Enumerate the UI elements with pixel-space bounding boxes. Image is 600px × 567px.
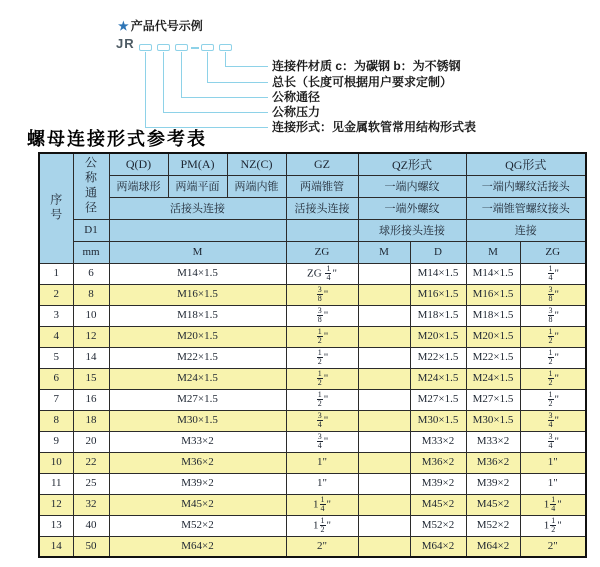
- header-dn: 公称通径: [73, 153, 109, 219]
- cell-qz-m: [358, 368, 410, 389]
- table-body: [39, 263, 586, 557]
- cell-qg-zg: 1": [520, 452, 586, 473]
- cell-qg-m: M20×1.5: [466, 326, 520, 347]
- header-conn-gz: 活接头连接: [286, 197, 358, 219]
- cell-m: M45×2: [109, 494, 286, 515]
- table-row: [39, 536, 586, 557]
- cell-seq: 4: [39, 326, 73, 347]
- cell-seq: 13: [39, 515, 73, 536]
- header-group-nzc: NZ(C): [227, 153, 286, 175]
- cell-zg: $\frac{3}{4}$ ": [286, 431, 358, 452]
- cell-qg-zg: $\frac{1}{2}$ ": [520, 368, 586, 389]
- fraction: $\frac{1}{2}$: [317, 347, 322, 366]
- cell-dn: 8: [73, 284, 109, 305]
- table-title: 螺母连接形式参考表: [27, 129, 207, 149]
- cell-qz-m: [358, 452, 410, 473]
- table-row: [39, 515, 586, 536]
- table-row: [39, 431, 586, 452]
- cell-qz-m: [358, 515, 410, 536]
- diagram-heading-text: 产品代号示例: [130, 19, 203, 33]
- fraction: $\frac{1}{2}$: [317, 326, 322, 345]
- cell-dn: 15: [73, 368, 109, 389]
- cell-seq: 1: [39, 263, 73, 284]
- cell-zg: $\frac{3}{8}$ ": [286, 284, 358, 305]
- connector-line: [181, 97, 268, 98]
- cell-qz-m: [358, 389, 410, 410]
- nut-connection-table: [38, 152, 587, 558]
- header-conn-qz: 一端外螺纹: [358, 197, 466, 219]
- connector-line: [181, 52, 182, 97]
- cell-qz-m: [358, 473, 410, 494]
- cell-qz-d: M27×1.5: [410, 389, 466, 410]
- cell-qz-d: M36×2: [410, 452, 466, 473]
- cell-dn: 16: [73, 389, 109, 410]
- cell-seq: 9: [39, 431, 73, 452]
- header-end-qd: 两端球形: [109, 175, 168, 197]
- code-box-5: [219, 44, 232, 51]
- cell-qg-zg: $\frac{3}{4}$ ": [520, 410, 586, 431]
- cell-zg: $\frac{3}{8}$ ": [286, 305, 358, 326]
- table-row: [39, 305, 586, 326]
- cell-qg-m: M14×1.5: [466, 263, 520, 284]
- cell-seq: 14: [39, 536, 73, 557]
- fraction: $\frac{3}{4}$: [317, 431, 322, 450]
- table-row: [39, 263, 586, 284]
- header-end-qz: 一端内螺纹: [358, 175, 466, 197]
- cell-qg-zg: $\frac{1}{2}$ ": [520, 389, 586, 410]
- header-end-nzc: 两端内锥: [227, 175, 286, 197]
- connector-line: [145, 52, 146, 127]
- header-conn-union: 活接头连接: [109, 197, 286, 219]
- connector-line: [207, 52, 208, 82]
- cell-qz-d: M33×2: [410, 431, 466, 452]
- cell-qz-d: M45×2: [410, 494, 466, 515]
- cell-seq: 8: [39, 410, 73, 431]
- cell-m: M52×2: [109, 515, 286, 536]
- fraction: $\frac{3}{4}$: [548, 410, 553, 429]
- label-connection-type: 连接形式：见金属软管常用结构形式表: [272, 120, 477, 134]
- code-box-1: [139, 44, 152, 51]
- cell-qg-zg: $\frac{1}{4}$ ": [520, 263, 586, 284]
- header-conn-qg: 一端锥管螺纹接头: [466, 197, 586, 219]
- cell-seq: 11: [39, 473, 73, 494]
- cell-qz-d: M24×1.5: [410, 368, 466, 389]
- cell-qg-m: M22×1.5: [466, 347, 520, 368]
- cell-qz-m: [358, 263, 410, 284]
- cell-qz-m: [358, 284, 410, 305]
- table-header: [39, 153, 586, 263]
- connector-line: [163, 112, 268, 113]
- cell-zg: 1 $\frac{1}{2}$ ": [286, 515, 358, 536]
- fraction: $\frac{1}{2}$: [548, 368, 553, 387]
- cell-m: M14×1.5: [109, 263, 286, 284]
- diagram-heading: [118, 17, 203, 34]
- fraction: $\frac{1}{4}$: [326, 263, 331, 282]
- fraction: $\frac{1}{2}$: [317, 368, 322, 387]
- cell-qg-m: M39×2: [466, 473, 520, 494]
- cell-dn: 20: [73, 431, 109, 452]
- cell-zg: $\frac{3}{4}$ ": [286, 410, 358, 431]
- cell-qz-d: M18×1.5: [410, 305, 466, 326]
- cell-qg-m: M52×2: [466, 515, 520, 536]
- connector-line: [163, 52, 164, 112]
- cell-qg-m: M27×1.5: [466, 389, 520, 410]
- header-empty-left: [109, 219, 286, 241]
- cell-seq: 6: [39, 368, 73, 389]
- header-group-qz: QZ形式: [358, 153, 466, 175]
- product-code-prefix: JR: [116, 36, 135, 51]
- cell-m: M64×2: [109, 536, 286, 557]
- label-nominal-pressure: 公称压力: [272, 105, 321, 119]
- fraction: $\frac{1}{2}$: [548, 347, 553, 366]
- header-end-qg: 一端内螺纹活接头: [466, 175, 586, 197]
- fraction: $\frac{1}{4}$: [548, 263, 553, 282]
- cell-dn: 25: [73, 473, 109, 494]
- star-icon: ★: [118, 19, 129, 33]
- code-box-2: [157, 44, 170, 51]
- cell-dn: 50: [73, 536, 109, 557]
- header-unit-zg1: ZG: [286, 241, 358, 263]
- code-box-4: [201, 44, 214, 51]
- cell-m: M22×1.5: [109, 347, 286, 368]
- cell-qg-m: M18×1.5: [466, 305, 520, 326]
- cell-qg-zg: $\frac{1}{2}$ ": [520, 347, 586, 368]
- cell-zg: $\frac{1}{2}$ ": [286, 368, 358, 389]
- fraction: $\frac{3}{8}$: [317, 284, 322, 303]
- header-empty-gz: [286, 219, 358, 241]
- cell-qg-m: M33×2: [466, 431, 520, 452]
- cell-qz-d: M22×1.5: [410, 347, 466, 368]
- cell-qg-zg: 1": [520, 473, 586, 494]
- cell-qz-m: [358, 536, 410, 557]
- cell-qg-zg: $\frac{3}{8}$ ": [520, 284, 586, 305]
- cell-seq: 12: [39, 494, 73, 515]
- header-end-pma: 两端平面: [168, 175, 227, 197]
- cell-m: M36×2: [109, 452, 286, 473]
- connector-line: [207, 82, 268, 83]
- header-unit-m1: M: [109, 241, 286, 263]
- table-row: [39, 494, 586, 515]
- cell-m: M39×2: [109, 473, 286, 494]
- code-box-3: [175, 44, 188, 51]
- cell-qz-d: M52×2: [410, 515, 466, 536]
- cell-zg: ZG $\frac{1}{4}$ ": [286, 263, 358, 284]
- cell-dn: 10: [73, 305, 109, 326]
- fraction: $\frac{1}{2}$: [551, 515, 556, 534]
- header-conn2-qz: 球形接头连接: [358, 219, 466, 241]
- cell-dn: 18: [73, 410, 109, 431]
- cell-m: M20×1.5: [109, 326, 286, 347]
- cell-qz-m: [358, 431, 410, 452]
- cell-qz-m: [358, 410, 410, 431]
- label-nominal-diameter: 公称通径: [272, 90, 321, 104]
- table-row: [39, 452, 586, 473]
- fraction: $\frac{1}{2}$: [548, 326, 553, 345]
- cell-zg: 1": [286, 452, 358, 473]
- cell-m: M27×1.5: [109, 389, 286, 410]
- header-mm: mm: [73, 241, 109, 263]
- cell-dn: 6: [73, 263, 109, 284]
- header-seq: 序号: [39, 153, 73, 263]
- table-row: [39, 284, 586, 305]
- connector-line: [225, 52, 226, 66]
- cell-zg: 2": [286, 536, 358, 557]
- fraction: $\frac{3}{4}$: [317, 410, 322, 429]
- connector-line: [225, 66, 268, 67]
- cell-qz-d: M64×2: [410, 536, 466, 557]
- cell-m: M30×1.5: [109, 410, 286, 431]
- fraction: $\frac{1}{2}$: [320, 515, 325, 534]
- cell-zg: $\frac{1}{2}$ ": [286, 326, 358, 347]
- cell-qz-d: M39×2: [410, 473, 466, 494]
- table-row: [39, 410, 586, 431]
- header-group-gz: GZ: [286, 153, 358, 175]
- cell-dn: 32: [73, 494, 109, 515]
- cell-qz-m: [358, 494, 410, 515]
- header-d1: D1: [73, 219, 109, 241]
- code-dash: [191, 47, 199, 49]
- header-end-gz: 两端锥管: [286, 175, 358, 197]
- cell-qg-m: M16×1.5: [466, 284, 520, 305]
- fraction: $\frac{3}{8}$: [317, 305, 322, 324]
- fraction: $\frac{3}{4}$: [548, 431, 553, 450]
- cell-qz-d: M30×1.5: [410, 410, 466, 431]
- cell-qg-zg: $\frac{3}{4}$ ": [520, 431, 586, 452]
- fraction: $\frac{1}{2}$: [317, 389, 322, 408]
- cell-m: M16×1.5: [109, 284, 286, 305]
- fraction: $\frac{1}{2}$: [548, 389, 553, 408]
- header-group-qd: Q(D): [109, 153, 168, 175]
- cell-qz-d: M14×1.5: [410, 263, 466, 284]
- header-unit-d: D: [410, 241, 466, 263]
- cell-qz-d: M20×1.5: [410, 326, 466, 347]
- cell-qz-m: [358, 326, 410, 347]
- cell-zg: $\frac{1}{2}$ ": [286, 389, 358, 410]
- cell-seq: 7: [39, 389, 73, 410]
- cell-qg-zg: $\frac{1}{2}$ ": [520, 326, 586, 347]
- fraction: $\frac{3}{8}$: [548, 305, 553, 324]
- fraction: $\frac{1}{4}$: [551, 494, 556, 513]
- cell-qz-m: [358, 347, 410, 368]
- cell-seq: 2: [39, 284, 73, 305]
- cell-m: M18×1.5: [109, 305, 286, 326]
- cell-seq: 3: [39, 305, 73, 326]
- cell-qg-zg: $\frac{3}{8}$ ": [520, 305, 586, 326]
- cell-dn: 40: [73, 515, 109, 536]
- cell-qg-zg: 1 $\frac{1}{4}$ ": [520, 494, 586, 515]
- cell-qg-zg: 2": [520, 536, 586, 557]
- header-group-qg: QG形式: [466, 153, 586, 175]
- cell-qg-zg: 1 $\frac{1}{2}$ ": [520, 515, 586, 536]
- cell-qz-d: M16×1.5: [410, 284, 466, 305]
- header-unit-zg2: ZG: [520, 241, 586, 263]
- table-row: [39, 473, 586, 494]
- cell-qg-m: M24×1.5: [466, 368, 520, 389]
- cell-zg: 1 $\frac{1}{4}$ ": [286, 494, 358, 515]
- table-row: [39, 326, 586, 347]
- cell-m: M24×1.5: [109, 368, 286, 389]
- cell-dn: 22: [73, 452, 109, 473]
- fraction: $\frac{1}{4}$: [320, 494, 325, 513]
- header-unit-m2: M: [358, 241, 410, 263]
- table-row: [39, 368, 586, 389]
- label-material: 连接件材质 c：为碳钢 b：为不锈钢: [272, 59, 461, 73]
- cell-zg: 1": [286, 473, 358, 494]
- label-total-length: 总长（长度可根据用户要求定制）: [272, 75, 453, 89]
- cell-dn: 12: [73, 326, 109, 347]
- table-row: [39, 347, 586, 368]
- header-conn2-qg: 连接: [466, 219, 586, 241]
- header-group-pma: PM(A): [168, 153, 227, 175]
- cell-m: M33×2: [109, 431, 286, 452]
- cell-qg-m: M64×2: [466, 536, 520, 557]
- cell-qg-m: M45×2: [466, 494, 520, 515]
- cell-qg-m: M30×1.5: [466, 410, 520, 431]
- header-unit-m3: M: [466, 241, 520, 263]
- cell-qz-m: [358, 305, 410, 326]
- cell-seq: 10: [39, 452, 73, 473]
- fraction: $\frac{3}{8}$: [548, 284, 553, 303]
- cell-zg: $\frac{1}{2}$ ": [286, 347, 358, 368]
- cell-seq: 5: [39, 347, 73, 368]
- table-row: [39, 389, 586, 410]
- cell-qg-m: M36×2: [466, 452, 520, 473]
- cell-dn: 14: [73, 347, 109, 368]
